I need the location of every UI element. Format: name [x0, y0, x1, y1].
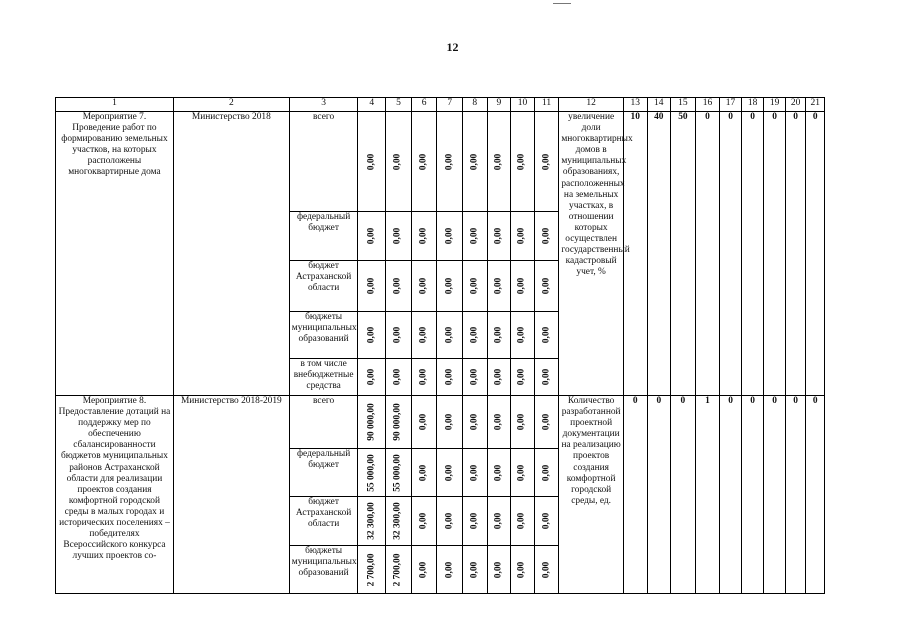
funding-amount-cell — [487, 497, 511, 546]
funding-amount-cell — [463, 396, 488, 449]
funding-amount-cell — [358, 497, 386, 546]
funding-amount: 55 000,00 — [366, 453, 377, 492]
funding-source: бюджет Астраханской области — [289, 497, 358, 546]
indicator-target-value: 0 — [741, 396, 764, 594]
funding-amount: 0,00 — [541, 153, 551, 170]
indicator-target-value: 50 — [671, 112, 696, 396]
funding-amount: 0,00 — [493, 368, 504, 386]
indicator-target-value: 0 — [623, 396, 647, 594]
funding-amount-cell — [487, 396, 511, 449]
funding-amount-cell — [358, 112, 386, 212]
funding-amount-cell — [411, 212, 437, 261]
funding-amount-cell — [534, 212, 559, 261]
funding-amount: 0,00 — [541, 368, 551, 386]
funding-amount-cell — [534, 449, 559, 497]
funding-amount: 0,00 — [418, 326, 429, 344]
funding-amount: 0,00 — [493, 561, 504, 578]
funding-amount: 0,00 — [516, 512, 527, 530]
column-numbers-row — [56, 98, 825, 112]
funding-amount: 0,00 — [418, 227, 429, 245]
funding-amount: 0,00 — [493, 227, 504, 245]
funding-amount-cell — [487, 449, 511, 497]
funding-amount: 0,00 — [516, 277, 527, 295]
funding-amount: 0,00 — [469, 326, 480, 344]
page-number: 12 — [446, 40, 459, 54]
funding-amount-cell — [511, 396, 535, 449]
program-table — [55, 97, 825, 594]
column-number: 18 — [741, 98, 764, 112]
funding-amount-cell — [386, 497, 412, 546]
top-mark — [553, 3, 571, 4]
funding-amount: 0,00 — [444, 512, 455, 530]
column-number: 16 — [695, 98, 720, 112]
funding-amount: 0,00 — [541, 512, 551, 530]
funding-amount-cell — [534, 312, 559, 359]
indicator-target-value: 0 — [806, 112, 825, 396]
funding-amount-cell — [511, 497, 535, 546]
funding-amount: 0,00 — [541, 413, 551, 431]
column-number: 15 — [671, 98, 696, 112]
funding-amount-cell — [386, 546, 412, 594]
funding-amount-cell — [358, 312, 386, 359]
funding-amount: 0,00 — [541, 277, 551, 295]
funding-amount-cell — [411, 359, 437, 396]
funding-amount: 0,00 — [469, 153, 480, 170]
funding-amount: 32 300,00 — [392, 502, 403, 540]
funding-amount: 0,00 — [366, 277, 377, 295]
funding-source: федеральный бюджет — [289, 212, 358, 261]
funding-amount: 0,00 — [516, 227, 527, 245]
funding-amount: 0,00 — [444, 277, 455, 295]
funding-amount-cell — [386, 396, 412, 449]
funding-amount: 0,00 — [392, 277, 403, 295]
funding-amount-cell — [358, 396, 386, 449]
funding-amount: 32 300,00 — [366, 502, 377, 540]
indicator-target-value: 0 — [806, 396, 825, 594]
funding-amount-cell — [411, 396, 437, 449]
activity-title: Мероприятие 7. Проведение работ по формированию земельных участков, на которых расположены многоквартирные дома — [56, 112, 174, 396]
indicator-target-value: 1 — [695, 396, 720, 594]
indicator-target-value: 0 — [785, 112, 806, 396]
column-number: 13 — [623, 98, 647, 112]
funding-amount-cell — [386, 212, 412, 261]
funding-amount-cell — [411, 546, 437, 594]
funding-amount: 0,00 — [444, 413, 455, 431]
funding-amount: 0,00 — [444, 561, 455, 578]
funding-amount-cell — [511, 546, 535, 594]
funding-amount: 0,00 — [366, 153, 377, 170]
column-number: 7 — [437, 98, 463, 112]
funding-amount-cell — [437, 112, 463, 212]
indicator-description: увеличение доли многоквартирных домов в муниципальных образованиях, расположенных на земельных участках, в отношении которых осуществлен государственный кадастровый учет, % — [559, 112, 624, 396]
funding-amount-cell — [511, 212, 535, 261]
funding-amount: 0,00 — [418, 512, 429, 530]
funding-amount: 0,00 — [392, 326, 403, 344]
funding-amount-cell — [386, 261, 412, 312]
funding-amount: 0,00 — [418, 413, 429, 431]
column-number: 14 — [647, 98, 671, 112]
column-number: 21 — [806, 98, 825, 112]
funding-amount: 0,00 — [516, 413, 527, 431]
funding-amount-cell — [463, 546, 488, 594]
column-number: 3 — [289, 98, 358, 112]
funding-amount-cell — [437, 449, 463, 497]
funding-amount-cell — [411, 497, 437, 546]
funding-amount-cell — [534, 497, 559, 546]
column-number: 17 — [720, 98, 742, 112]
funding-amount: 0,00 — [493, 277, 504, 295]
funding-amount: 0,00 — [444, 227, 455, 245]
indicator-target-value: 0 — [741, 112, 764, 396]
indicator-target-value: 10 — [623, 112, 647, 396]
funding-amount: 0,00 — [516, 326, 527, 344]
funding-amount: 90 000,00 — [366, 403, 377, 441]
funding-amount: 0,00 — [418, 561, 429, 578]
funding-amount-cell — [386, 312, 412, 359]
funding-amount: 0,00 — [469, 277, 480, 295]
funding-amount-cell — [463, 449, 488, 497]
funding-amount: 0,00 — [366, 326, 377, 344]
funding-amount: 0,00 — [444, 326, 455, 344]
funding-amount-cell — [358, 359, 386, 396]
funding-source: всего — [289, 112, 358, 212]
funding-amount-cell — [534, 546, 559, 594]
funding-amount: 0,00 — [469, 413, 480, 431]
funding-amount-cell — [534, 396, 559, 449]
funding-amount-cell — [463, 359, 488, 396]
funding-amount: 0,00 — [516, 464, 527, 481]
funding-amount-cell — [511, 112, 535, 212]
funding-amount-cell — [511, 312, 535, 359]
column-number: 2 — [173, 98, 289, 112]
funding-amount-cell — [358, 449, 386, 497]
funding-amount-cell — [358, 212, 386, 261]
funding-amount-cell — [437, 546, 463, 594]
funding-amount: 2 700,00 — [392, 553, 403, 586]
funding-amount-cell — [437, 212, 463, 261]
funding-amount: 90 000,00 — [392, 403, 403, 441]
column-number: 9 — [487, 98, 511, 112]
funding-amount-cell — [534, 112, 559, 212]
column-number: 10 — [511, 98, 535, 112]
column-number: 12 — [559, 98, 624, 112]
column-number: 6 — [411, 98, 437, 112]
funding-amount: 0,00 — [469, 227, 480, 245]
activity-executor: Министерство 2018-2019 — [173, 396, 289, 594]
indicator-target-value: 0 — [764, 396, 786, 594]
column-number: 5 — [386, 98, 412, 112]
funding-amount-cell — [534, 359, 559, 396]
indicator-target-value: 0 — [695, 112, 720, 396]
funding-amount: 0,00 — [541, 464, 551, 481]
table-row — [56, 112, 825, 212]
funding-source: бюджеты муниципальных образований — [289, 546, 358, 594]
funding-amount-cell — [437, 396, 463, 449]
funding-amount-cell — [463, 312, 488, 359]
funding-amount: 0,00 — [516, 368, 527, 386]
funding-amount: 0,00 — [493, 326, 504, 344]
funding-amount-cell — [487, 112, 511, 212]
funding-amount-cell — [511, 449, 535, 497]
funding-amount-cell — [411, 312, 437, 359]
column-number: 11 — [534, 98, 559, 112]
funding-amount: 0,00 — [541, 227, 551, 245]
funding-amount-cell — [386, 359, 412, 396]
funding-source: федеральный бюджет — [289, 449, 358, 497]
funding-amount: 0,00 — [392, 368, 403, 386]
funding-amount-cell — [511, 359, 535, 396]
indicator-target-value: 40 — [647, 112, 671, 396]
funding-amount-cell — [411, 449, 437, 497]
column-number: 19 — [764, 98, 786, 112]
funding-amount: 0,00 — [493, 512, 504, 530]
funding-amount-cell — [487, 359, 511, 396]
indicator-target-value: 0 — [671, 396, 696, 594]
funding-amount-cell — [437, 359, 463, 396]
indicator-target-value: 0 — [647, 396, 671, 594]
indicator-target-value: 0 — [764, 112, 786, 396]
funding-amount-cell — [487, 312, 511, 359]
funding-amount: 0,00 — [392, 227, 403, 245]
funding-amount-cell — [463, 212, 488, 261]
funding-amount-cell — [487, 261, 511, 312]
column-number: 20 — [785, 98, 806, 112]
column-number: 1 — [56, 98, 174, 112]
funding-amount-cell — [386, 449, 412, 497]
funding-amount: 0,00 — [444, 464, 455, 481]
funding-source: всего — [289, 396, 358, 449]
indicator-description: Количество разработанной проектной документации на реализацию проектов создания комфортной городской среды, ед. — [559, 396, 624, 594]
funding-amount: 55 000,00 — [392, 453, 403, 492]
funding-amount-cell — [463, 261, 488, 312]
funding-amount-cell — [358, 546, 386, 594]
activity-title: Мероприятие 8. Предоставление дотаций на поддержку мер по обеспечению сбалансированности бюджетов муниципальных районов Астраханской области для реализации проектов создания комфортной городской среды в малых городах и исторических поселениях – победителях Всероссийского конкурса лучших проектов со- — [56, 396, 174, 594]
funding-amount: 0,00 — [493, 464, 504, 481]
funding-amount-cell — [487, 546, 511, 594]
funding-amount-cell — [358, 261, 386, 312]
indicator-target-value: 0 — [720, 112, 742, 396]
funding-amount-cell — [437, 497, 463, 546]
indicator-target-value: 0 — [785, 396, 806, 594]
funding-amount: 0,00 — [469, 512, 480, 530]
funding-amount-cell — [511, 261, 535, 312]
column-number: 4 — [358, 98, 386, 112]
column-number: 8 — [463, 98, 488, 112]
funding-amount: 2 700,00 — [366, 553, 377, 586]
funding-amount: 0,00 — [469, 464, 480, 481]
funding-amount: 0,00 — [392, 153, 403, 170]
funding-amount-cell — [411, 112, 437, 212]
funding-amount: 0,00 — [541, 326, 551, 344]
funding-amount-cell — [463, 497, 488, 546]
funding-amount: 0,00 — [516, 153, 527, 170]
funding-amount: 0,00 — [469, 561, 480, 578]
funding-amount-cell — [534, 261, 559, 312]
funding-amount: 0,00 — [366, 368, 377, 386]
funding-source: бюджеты муниципальных образований — [289, 312, 358, 359]
funding-source: в том числе внебюджетные средства — [289, 359, 358, 396]
funding-amount-cell — [463, 112, 488, 212]
table-body — [56, 112, 825, 594]
funding-amount: 0,00 — [493, 413, 504, 431]
funding-amount: 0,00 — [516, 561, 527, 578]
funding-amount: 0,00 — [493, 153, 504, 170]
funding-amount: 0,00 — [444, 153, 455, 170]
funding-amount-cell — [487, 212, 511, 261]
funding-amount: 0,00 — [444, 368, 455, 386]
funding-amount: 0,00 — [469, 368, 480, 386]
funding-amount: 0,00 — [541, 561, 551, 578]
funding-amount-cell — [437, 261, 463, 312]
funding-amount: 0,00 — [418, 368, 429, 386]
funding-amount-cell — [386, 112, 412, 212]
activity-executor: Министерство 2018 — [173, 112, 289, 396]
funding-source: бюджет Астраханской области — [289, 261, 358, 312]
funding-amount-cell — [437, 312, 463, 359]
indicator-target-value: 0 — [720, 396, 742, 594]
funding-amount: 0,00 — [418, 277, 429, 295]
funding-amount-cell — [411, 261, 437, 312]
table-row — [56, 396, 825, 449]
funding-amount: 0,00 — [366, 227, 377, 245]
funding-amount: 0,00 — [418, 153, 429, 170]
funding-amount: 0,00 — [418, 464, 429, 481]
